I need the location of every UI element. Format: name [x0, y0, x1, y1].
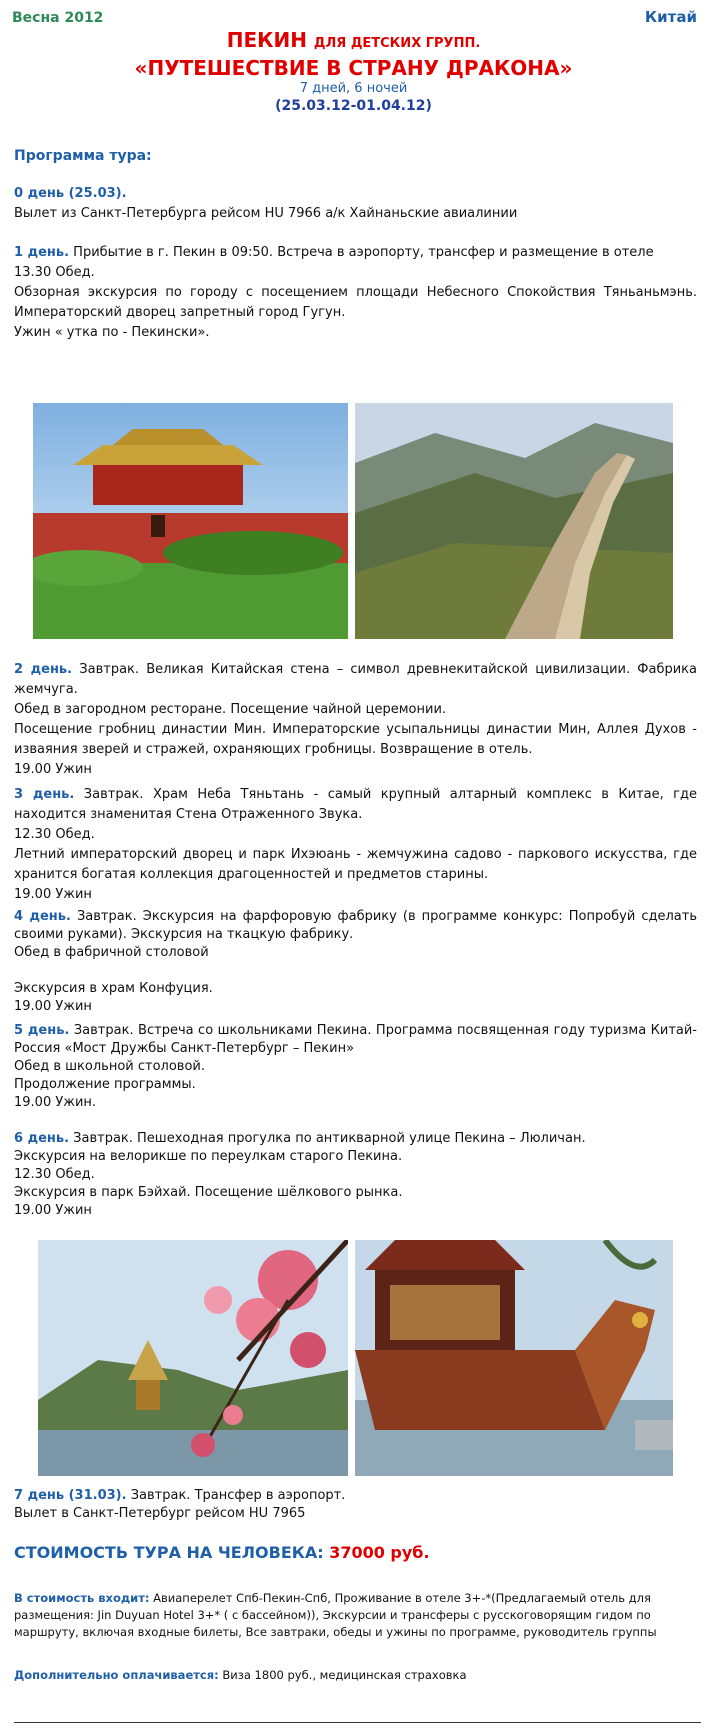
day-7-line2: Вылет в Санкт-Петербург рейсом HU 7965	[14, 1506, 306, 1521]
summer-palace-image	[38, 1240, 348, 1476]
program-heading: Программа тура:	[14, 148, 152, 164]
great-wall-image	[355, 403, 673, 639]
day-7-line1: Завтрак. Трансфер в аэропорт.	[126, 1488, 346, 1503]
day-6-label: 6 день.	[14, 1131, 70, 1146]
day-3-label: 3 день.	[14, 787, 75, 802]
day-4-line4: 19.00 Ужин	[14, 999, 92, 1014]
day-6	[14, 1130, 697, 1220]
day-4-line2: Обед в фабричной столовой	[14, 945, 209, 960]
day-3-line1: Завтрак. Храм Неба Тяньтань - самый крупный алтарный комплекс в Китае, где находится знаменитая Стена Отраженного Звука.	[14, 787, 698, 822]
day-2-line1: Завтрак. Великая Китайская стена – символ древнекитайской цивилизации. Фабрика жемчуга.	[14, 662, 697, 697]
day-2	[14, 660, 697, 780]
day-6-line4: Экскурсия в парк Бэйхай. Посещение шёлкового рынка.	[14, 1185, 403, 1200]
day-5-line4: 19.00 Ужин.	[14, 1095, 97, 1110]
day-3-line2: 12.30 Обед.	[14, 827, 95, 842]
day-0-line1: Вылет из Санкт-Петербурга рейсом HU 7966 а/к Хайнаньские авиалинии	[14, 206, 518, 221]
day-0-label: 0 день (25.03).	[14, 186, 127, 201]
dragon-boat-image	[355, 1240, 673, 1476]
tour-duration: 7 дней, 6 ночей	[299, 81, 408, 96]
tour-price	[14, 1543, 430, 1562]
day-7	[14, 1487, 697, 1523]
tiananmen-image	[33, 403, 348, 639]
country-label: Китай	[644, 8, 697, 26]
day-4-label: 4 день.	[14, 909, 71, 924]
additional-text: Виза 1800 руб., медицинская страховка	[218, 1668, 467, 1682]
title-line2: «ПУТЕШЕСТВИЕ В СТРАНУ ДРАКОНА»	[134, 56, 573, 80]
day-3-line3: Летний императорский дворец и парк Ихэюань - жемчужина садово - паркового искусства, где хранится богатая коллекция драгоценностей и предметов старины.	[14, 847, 697, 882]
day-2-line2: Обед в загородном ресторане. Посещение чайной церемонии.	[14, 702, 447, 717]
day-4-line3: Экскурсия в храм Конфуция.	[14, 981, 213, 996]
day-6-line2: Экскурсия на велорикше по переулкам старого Пекина.	[14, 1149, 403, 1164]
day-3	[14, 785, 697, 905]
additional-section	[14, 1667, 694, 1684]
tour-dates: (25.03.12-01.04.12)	[275, 98, 432, 114]
day-6-line3: 12.30 Обед.	[14, 1167, 95, 1182]
title-audience: ДЛЯ ДЕТСКИХ ГРУПП.	[313, 36, 481, 51]
included-section	[14, 1590, 694, 1641]
price-label: СТОИМОСТЬ ТУРА НА ЧЕЛОВЕКА:	[14, 1543, 324, 1562]
day-2-line3: Посещение гробниц династии Мин. Императорские усыпальницы династии Мин, Аллея Духов - изваяния зверей и стражей, охраняющих гробницы. Возвращение в отель.	[14, 722, 697, 757]
price-amount: 37000 руб.	[329, 1543, 430, 1562]
day-3-line4: 19.00 Ужин	[14, 887, 92, 902]
day-5-label: 5 день.	[14, 1023, 70, 1038]
photo-tiananmen	[33, 403, 348, 639]
title-city: ПЕКИН	[226, 28, 307, 52]
day-1-line2: 13.30 Обед.	[14, 265, 95, 280]
day-1-line3: Обзорная экскурсия по городу с посещением площади Небесного Спокойствия Тяньаньмэнь. Императорский дворец запретный город Гугун.	[14, 285, 697, 320]
day-1-line1: Прибытие в г. Пекин в 09:50. Встреча в аэропорту, трансфер и размещение в отеле	[69, 245, 654, 260]
day-5-line2: Обед в школьной столовой.	[14, 1059, 206, 1074]
included-text: Авиаперелет Спб-Пекин-Спб, Проживание в отеле 3+-*(Предлагаемый отель для размещения: Jin Duyuan Hotel 3+* ( с бассейном)), Экскурсии и трансферы с русскоговорящим гидом по маршруту, включая входные билеты, Все завтраки, обеды и ужины по программе, руководитель группы	[14, 1591, 657, 1639]
day-5-line1: Завтрак. Встреча со школьниками Пекина. Программа посвященная году туризма Китай-Россия «Мост Дружбы Санкт-Петербург – Пекин»	[14, 1023, 698, 1056]
day-1-label: 1 день.	[14, 245, 70, 260]
day-4-line1: Завтрак. Экскурсия на фарфоровую фабрику (в программе конкурс: Попробуй сделать своими руками). Экскурсия на ткацкую фабрику.	[14, 909, 697, 942]
day-6-line1: Завтрак. Пешеходная прогулка по антикварной улице Пекина – Люличан.	[69, 1131, 586, 1146]
day-4	[14, 908, 697, 1016]
day-5	[14, 1022, 697, 1112]
day-5-line3: Продолжение программы.	[14, 1077, 196, 1092]
day-2-line4: 19.00 Ужин	[14, 762, 92, 777]
bottom-divider	[14, 1722, 701, 1723]
photo-summer-palace	[38, 1240, 348, 1476]
included-label: В стоимость входит:	[14, 1591, 150, 1605]
day-2-label: 2 день.	[14, 662, 73, 677]
photo-dragon-boat	[355, 1240, 673, 1476]
day-1	[14, 243, 697, 343]
day-1-line4: Ужин « утка по - Пекински».	[14, 325, 210, 340]
season-label: Весна 2012	[12, 10, 104, 26]
additional-label: Дополнительно оплачивается:	[14, 1668, 219, 1682]
day-7-label: 7 день (31.03).	[14, 1488, 127, 1503]
title-line1	[0, 28, 707, 56]
title-block	[0, 28, 707, 115]
day-6-line5: 19.00 Ужин	[14, 1203, 92, 1218]
day-0	[14, 184, 697, 224]
photo-great-wall	[355, 403, 673, 639]
